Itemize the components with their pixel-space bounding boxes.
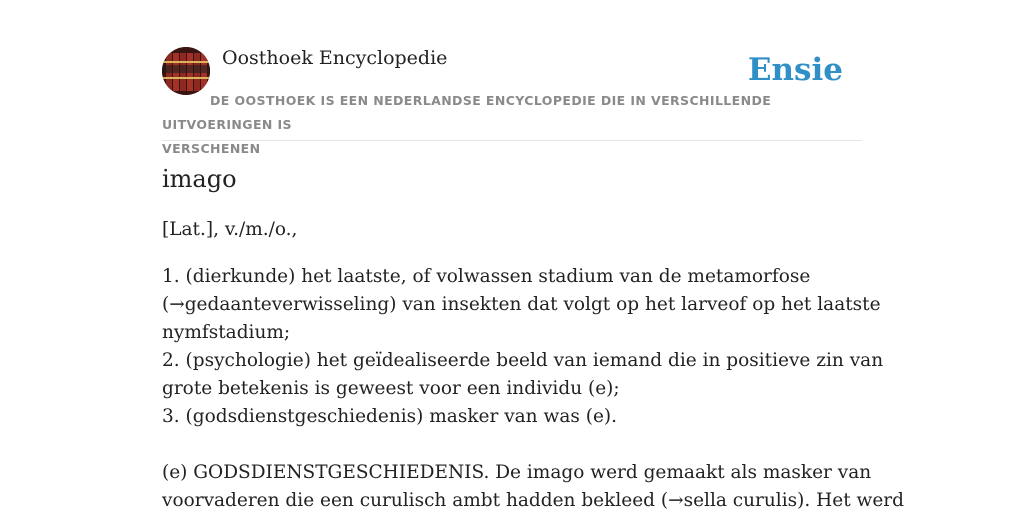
entry-title: imago [162,165,237,193]
entry-text-line: 1. (dierkunde) het laatste, of volwassen stadium van de metamorfose [162,266,811,287]
site-tagline [162,89,862,161]
entry-text-line: voorvaderen die een curulisch ambt hadden bekleed (→sella curulis). Het werd [162,490,904,511]
entry-text-line: (e) GODSDIENSTGESCHIEDENIS. De imago werd gemaakt als masker van [162,462,872,483]
entry-body [162,263,904,512]
entry-text-line: grote betekenis is geweest voor een individu (e); [162,378,620,399]
site-name-link[interactable]: Oosthoek Encyclopedie [222,47,448,69]
encyclopedia-books-avatar[interactable] [162,47,210,95]
ensie-brand-logo[interactable]: Ensie [747,52,843,88]
paragraph-spacer [162,431,862,459]
entry-text-line: (→gedaanteverwisseling) van insekten dat volgt op het larveof op het laatste [162,294,881,315]
site-header [162,0,862,156]
page-container [162,0,904,511]
entry-text-line: 3. (godsdienstgeschiedenis) masker van was (e). [162,406,617,427]
entry-text-line: nymfstadium; [162,322,291,343]
tagline-line-1: DE OOSTHOEK IS EEN NEDERLANDSE ENCYCLOPEDIE DIE IN VERSCHILLENDE UITVOERINGEN IS [162,93,772,132]
tagline-line-2: VERSCHENEN [162,141,261,156]
entry-text-line: 2. (psychologie) het geïdealiseerde beeld van iemand die in positieve zin van [162,350,884,371]
entry-etymology: [Lat.], v./m./o., [162,219,298,240]
